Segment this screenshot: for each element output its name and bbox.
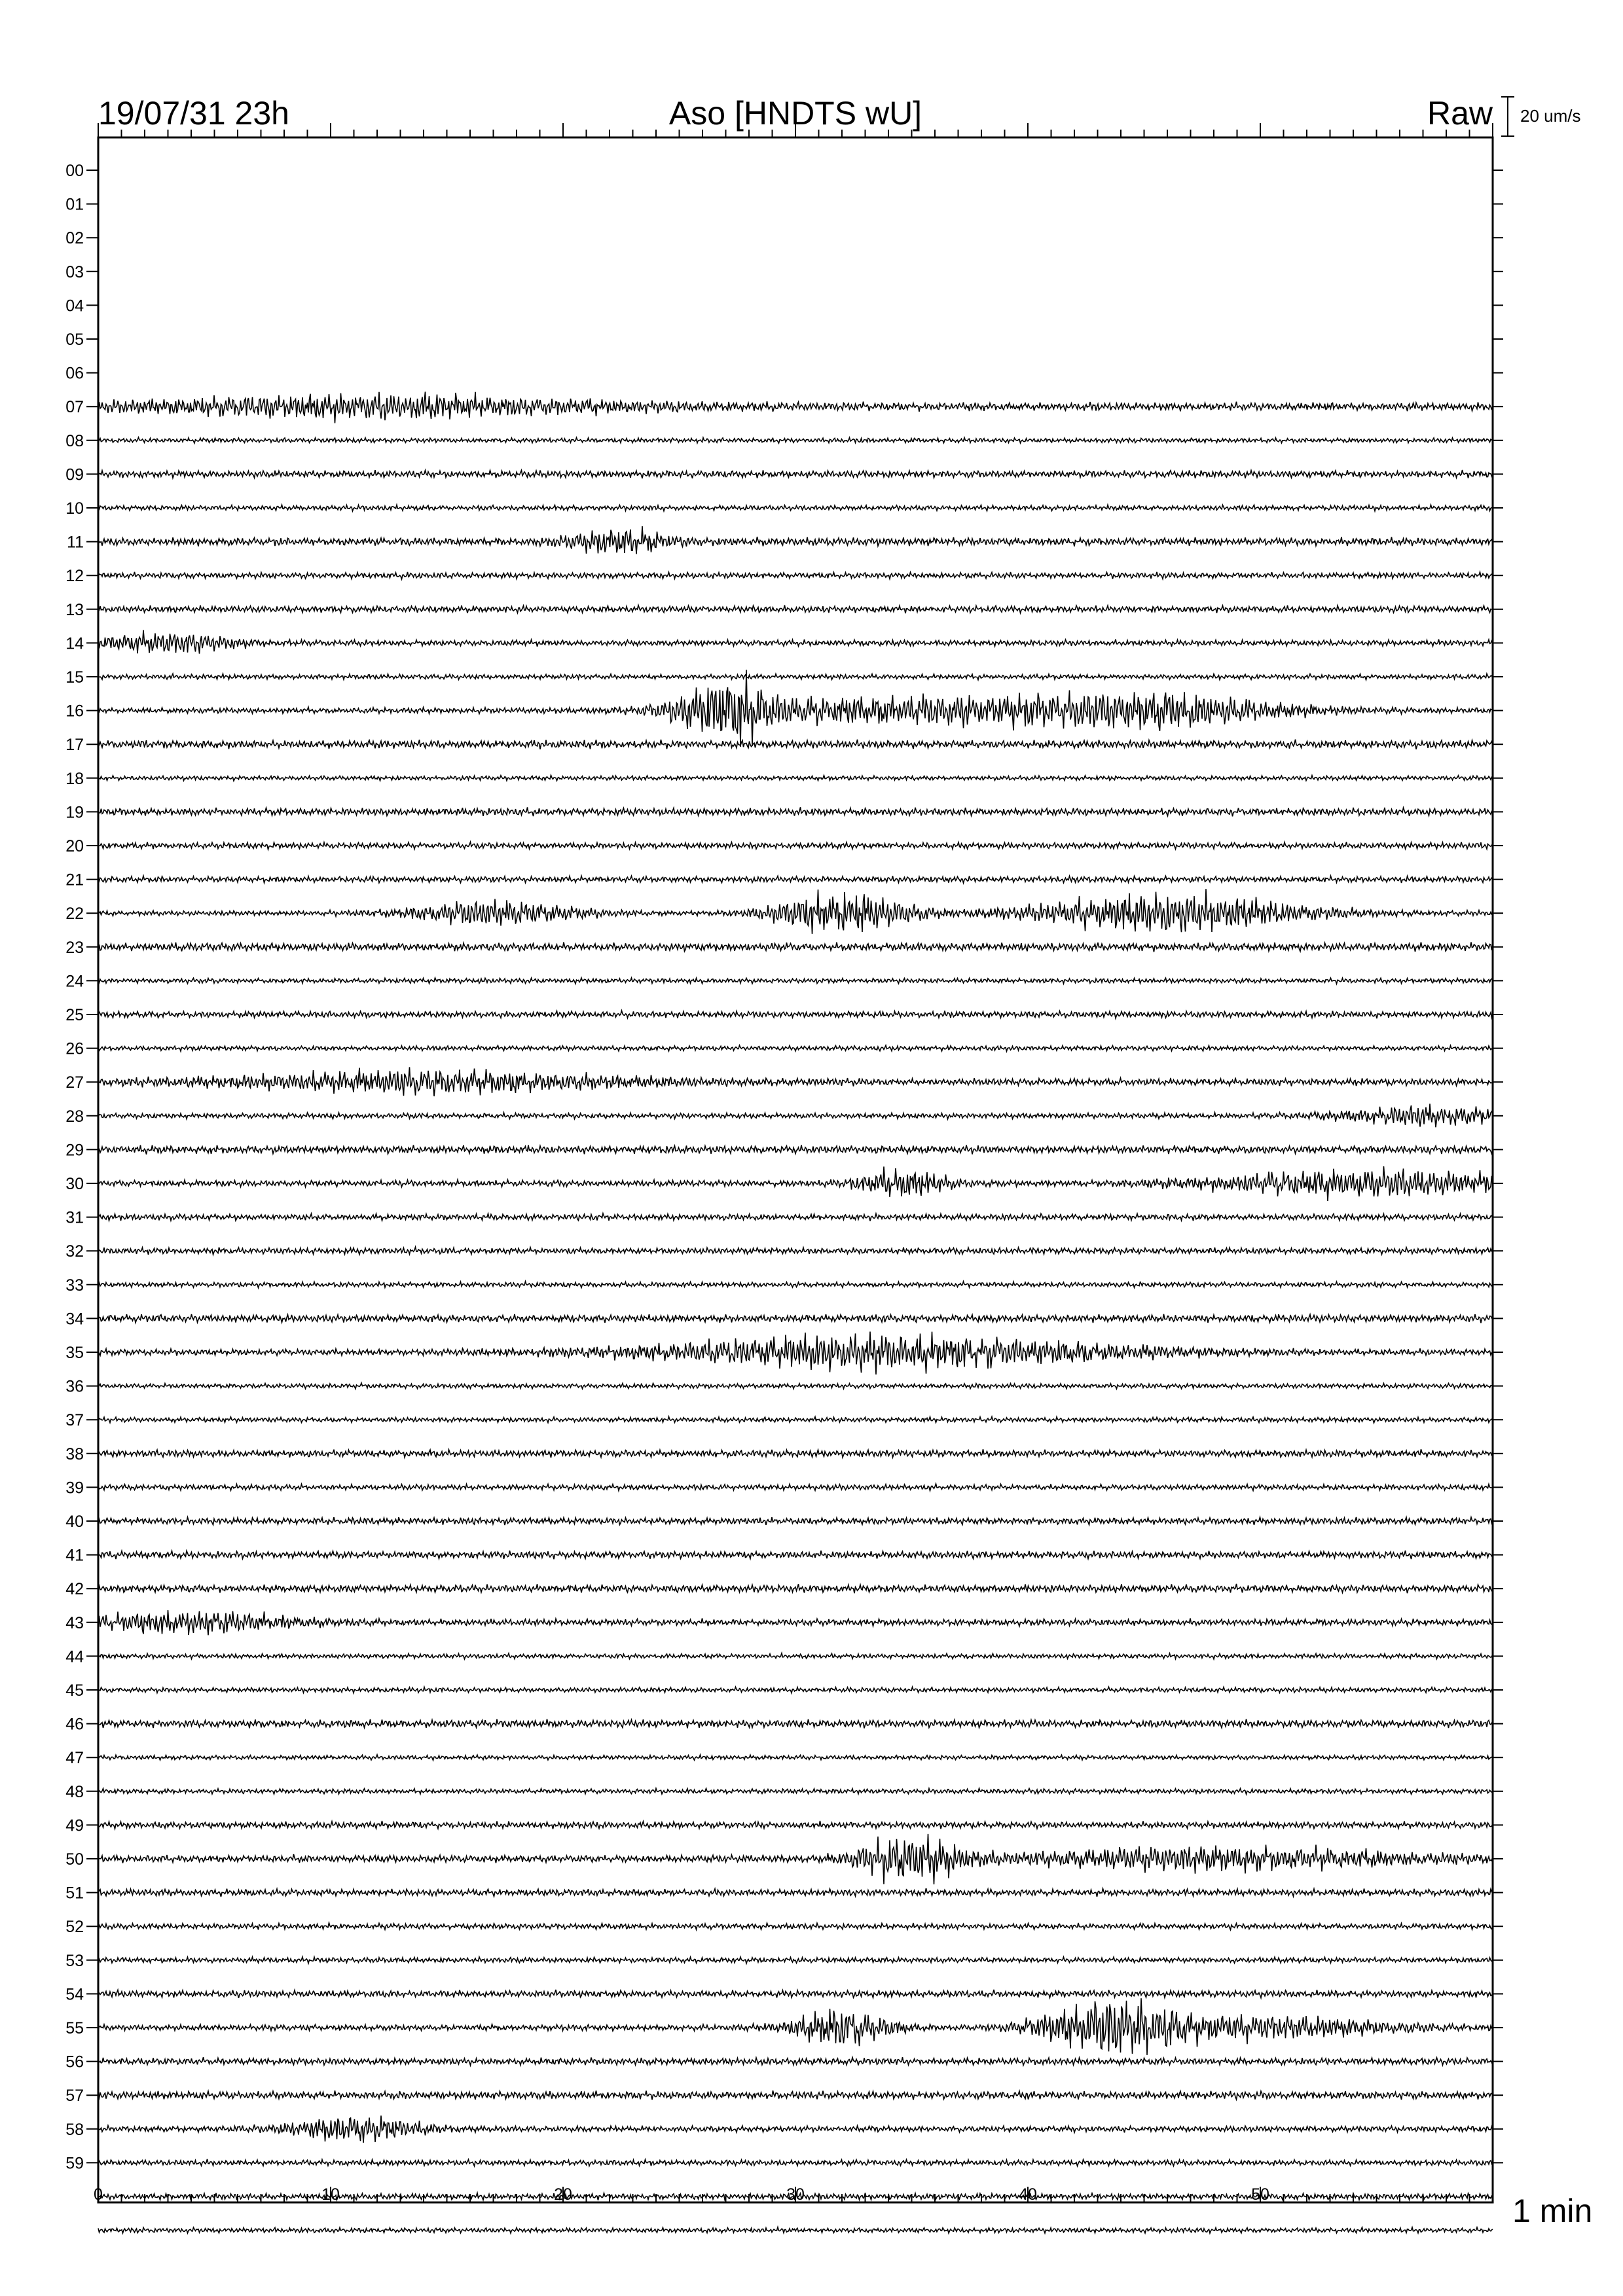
y-tick-label: 35 [65, 1344, 84, 1362]
y-tick-label: 06 [65, 364, 84, 383]
y-tick-label: 33 [65, 1276, 84, 1295]
y-tick-label: 43 [65, 1613, 84, 1632]
y-tick-label: 05 [65, 331, 84, 349]
trace-line [98, 876, 1493, 883]
trace-line [98, 1610, 1493, 1635]
y-tick-label: 32 [65, 1242, 84, 1261]
trace-line [98, 1821, 1493, 1829]
y-tick-label: 03 [65, 262, 84, 281]
y-tick-label: 49 [65, 1816, 84, 1835]
y-tick-label: 00 [65, 162, 84, 180]
trace-line [98, 1998, 1493, 2055]
trace-line [98, 1103, 1493, 1127]
y-tick-label: 44 [65, 1647, 84, 1666]
y-tick-label: 17 [65, 736, 84, 755]
x-tick-label: 0 [94, 2185, 103, 2204]
y-tick-label: 45 [65, 1681, 84, 1700]
trace-line [98, 1517, 1493, 1525]
y-tick-label: 14 [65, 634, 84, 653]
trace-line [98, 470, 1493, 478]
trace-line [98, 1957, 1493, 1964]
x-tick-label: 40 [1019, 2185, 1037, 2204]
trace-line [98, 605, 1493, 614]
trace-line [98, 2227, 1493, 2233]
trace-line [98, 1247, 1493, 1255]
chart-datetime: 19/07/31 23h [98, 95, 289, 132]
y-tick-label: 46 [65, 1715, 84, 1734]
axis-ticks [86, 123, 1503, 2202]
y-tick-label: 51 [65, 1884, 84, 1903]
y-tick-label: 57 [65, 2087, 84, 2106]
duration-label: 1 min [1512, 2193, 1593, 2229]
trace-line [98, 1687, 1493, 1693]
x-tick-label: 20 [554, 2185, 572, 2204]
trace-line [98, 1888, 1493, 1897]
x-axis-labels [94, 2185, 1269, 2204]
trace-line [98, 1383, 1493, 1389]
trace-line [98, 1990, 1493, 1998]
x-tick-label: 30 [786, 2185, 805, 2204]
trace-line [98, 889, 1493, 934]
trace-line [98, 1314, 1493, 1323]
y-tick-label: 22 [65, 905, 84, 924]
trace-line [98, 1145, 1493, 1155]
trace-line [98, 2090, 1493, 2100]
y-tick-label: 26 [65, 1039, 84, 1058]
trace-line [98, 775, 1493, 781]
y-tick-label: 20 [65, 837, 84, 855]
y-tick-label: 24 [65, 972, 84, 991]
trace-line [98, 1653, 1493, 1659]
trace-line [98, 2115, 1493, 2142]
y-tick-label: 10 [65, 499, 84, 518]
trace-line [98, 437, 1493, 443]
y-tick-label: 11 [67, 533, 84, 552]
trace-line [98, 526, 1493, 554]
trace-line [98, 1213, 1493, 1221]
y-tick-label: 50 [65, 1850, 84, 1869]
y-tick-label: 07 [65, 398, 84, 417]
y-tick-label: 59 [65, 2154, 84, 2173]
y-tick-label: 58 [65, 2120, 84, 2139]
trace-line [98, 1166, 1493, 1201]
y-tick-label: 29 [65, 1141, 84, 1160]
trace-line [98, 1416, 1493, 1423]
chart-title: Aso [HNDTS wU] [668, 95, 922, 132]
trace-line [98, 1584, 1493, 1593]
trace-line [98, 1484, 1493, 1491]
y-tick-label: 27 [65, 1073, 84, 1092]
trace-line [98, 392, 1493, 423]
y-tick-label: 52 [65, 1918, 84, 1937]
y-axis-labels [65, 162, 84, 2172]
trace-line [98, 572, 1493, 579]
y-tick-label: 40 [65, 1513, 84, 1531]
trace-line [98, 1719, 1493, 1729]
y-tick-label: 36 [65, 1377, 84, 1396]
y-tick-label: 15 [65, 668, 84, 687]
y-tick-label: 31 [65, 1208, 84, 1227]
trace-line [98, 1449, 1493, 1458]
y-tick-label: 56 [65, 2053, 84, 2072]
seismic-traces [98, 392, 1493, 2234]
trace-line [98, 1551, 1493, 1559]
y-tick-label: 18 [65, 769, 84, 788]
trace-line [98, 2159, 1493, 2166]
y-tick-label: 02 [65, 229, 84, 248]
y-tick-label: 08 [65, 431, 84, 450]
amplitude-scale-bar [1501, 97, 1514, 136]
y-tick-label: 19 [65, 803, 84, 822]
trace-line [98, 1923, 1493, 1930]
trace-line [98, 1045, 1493, 1051]
y-tick-label: 34 [65, 1310, 84, 1329]
y-tick-label: 21 [65, 870, 84, 889]
y-tick-label: 47 [65, 1749, 84, 1768]
y-tick-label: 41 [65, 1546, 84, 1565]
y-tick-label: 12 [65, 567, 84, 586]
trace-line [98, 1011, 1493, 1018]
y-tick-label: 55 [65, 2019, 84, 2037]
y-tick-label: 25 [65, 1006, 84, 1024]
trace-line [98, 807, 1493, 816]
trace-line [98, 505, 1493, 511]
y-tick-label: 48 [65, 1782, 84, 1801]
y-tick-label: 39 [65, 1479, 84, 1498]
y-tick-label: 01 [65, 195, 84, 214]
trace-line [98, 2057, 1493, 2065]
y-tick-label: 09 [65, 465, 84, 484]
y-tick-label: 04 [65, 296, 84, 315]
chart-mode: Raw [1427, 95, 1493, 132]
y-tick-label: 54 [65, 1985, 84, 2004]
trace-line [98, 978, 1493, 984]
y-tick-label: 13 [65, 600, 84, 619]
amplitude-scale-label: 20 um/s [1520, 106, 1581, 126]
trace-line [98, 630, 1493, 654]
trace-line [98, 1834, 1493, 1884]
y-tick-label: 16 [65, 702, 84, 721]
trace-line [98, 1788, 1493, 1794]
y-tick-label: 23 [65, 938, 84, 957]
y-tick-label: 42 [65, 1580, 84, 1599]
trace-line [98, 1332, 1493, 1375]
trace-line [98, 673, 1493, 680]
y-tick-label: 53 [65, 1951, 84, 1970]
y-tick-label: 30 [65, 1175, 84, 1193]
trace-line [98, 1067, 1493, 1096]
trace-line [98, 942, 1493, 952]
trace-line [98, 740, 1493, 749]
y-tick-label: 28 [65, 1107, 84, 1126]
y-tick-label: 37 [65, 1411, 84, 1430]
trace-line [98, 670, 1493, 747]
plot-frame [98, 137, 1493, 2202]
x-tick-label: 50 [1251, 2185, 1269, 2204]
trace-line [98, 842, 1493, 850]
y-tick-label: 38 [65, 1444, 84, 1463]
x-tick-label: 10 [321, 2185, 340, 2204]
trace-line [98, 1755, 1493, 1761]
trace-line [98, 1282, 1493, 1288]
